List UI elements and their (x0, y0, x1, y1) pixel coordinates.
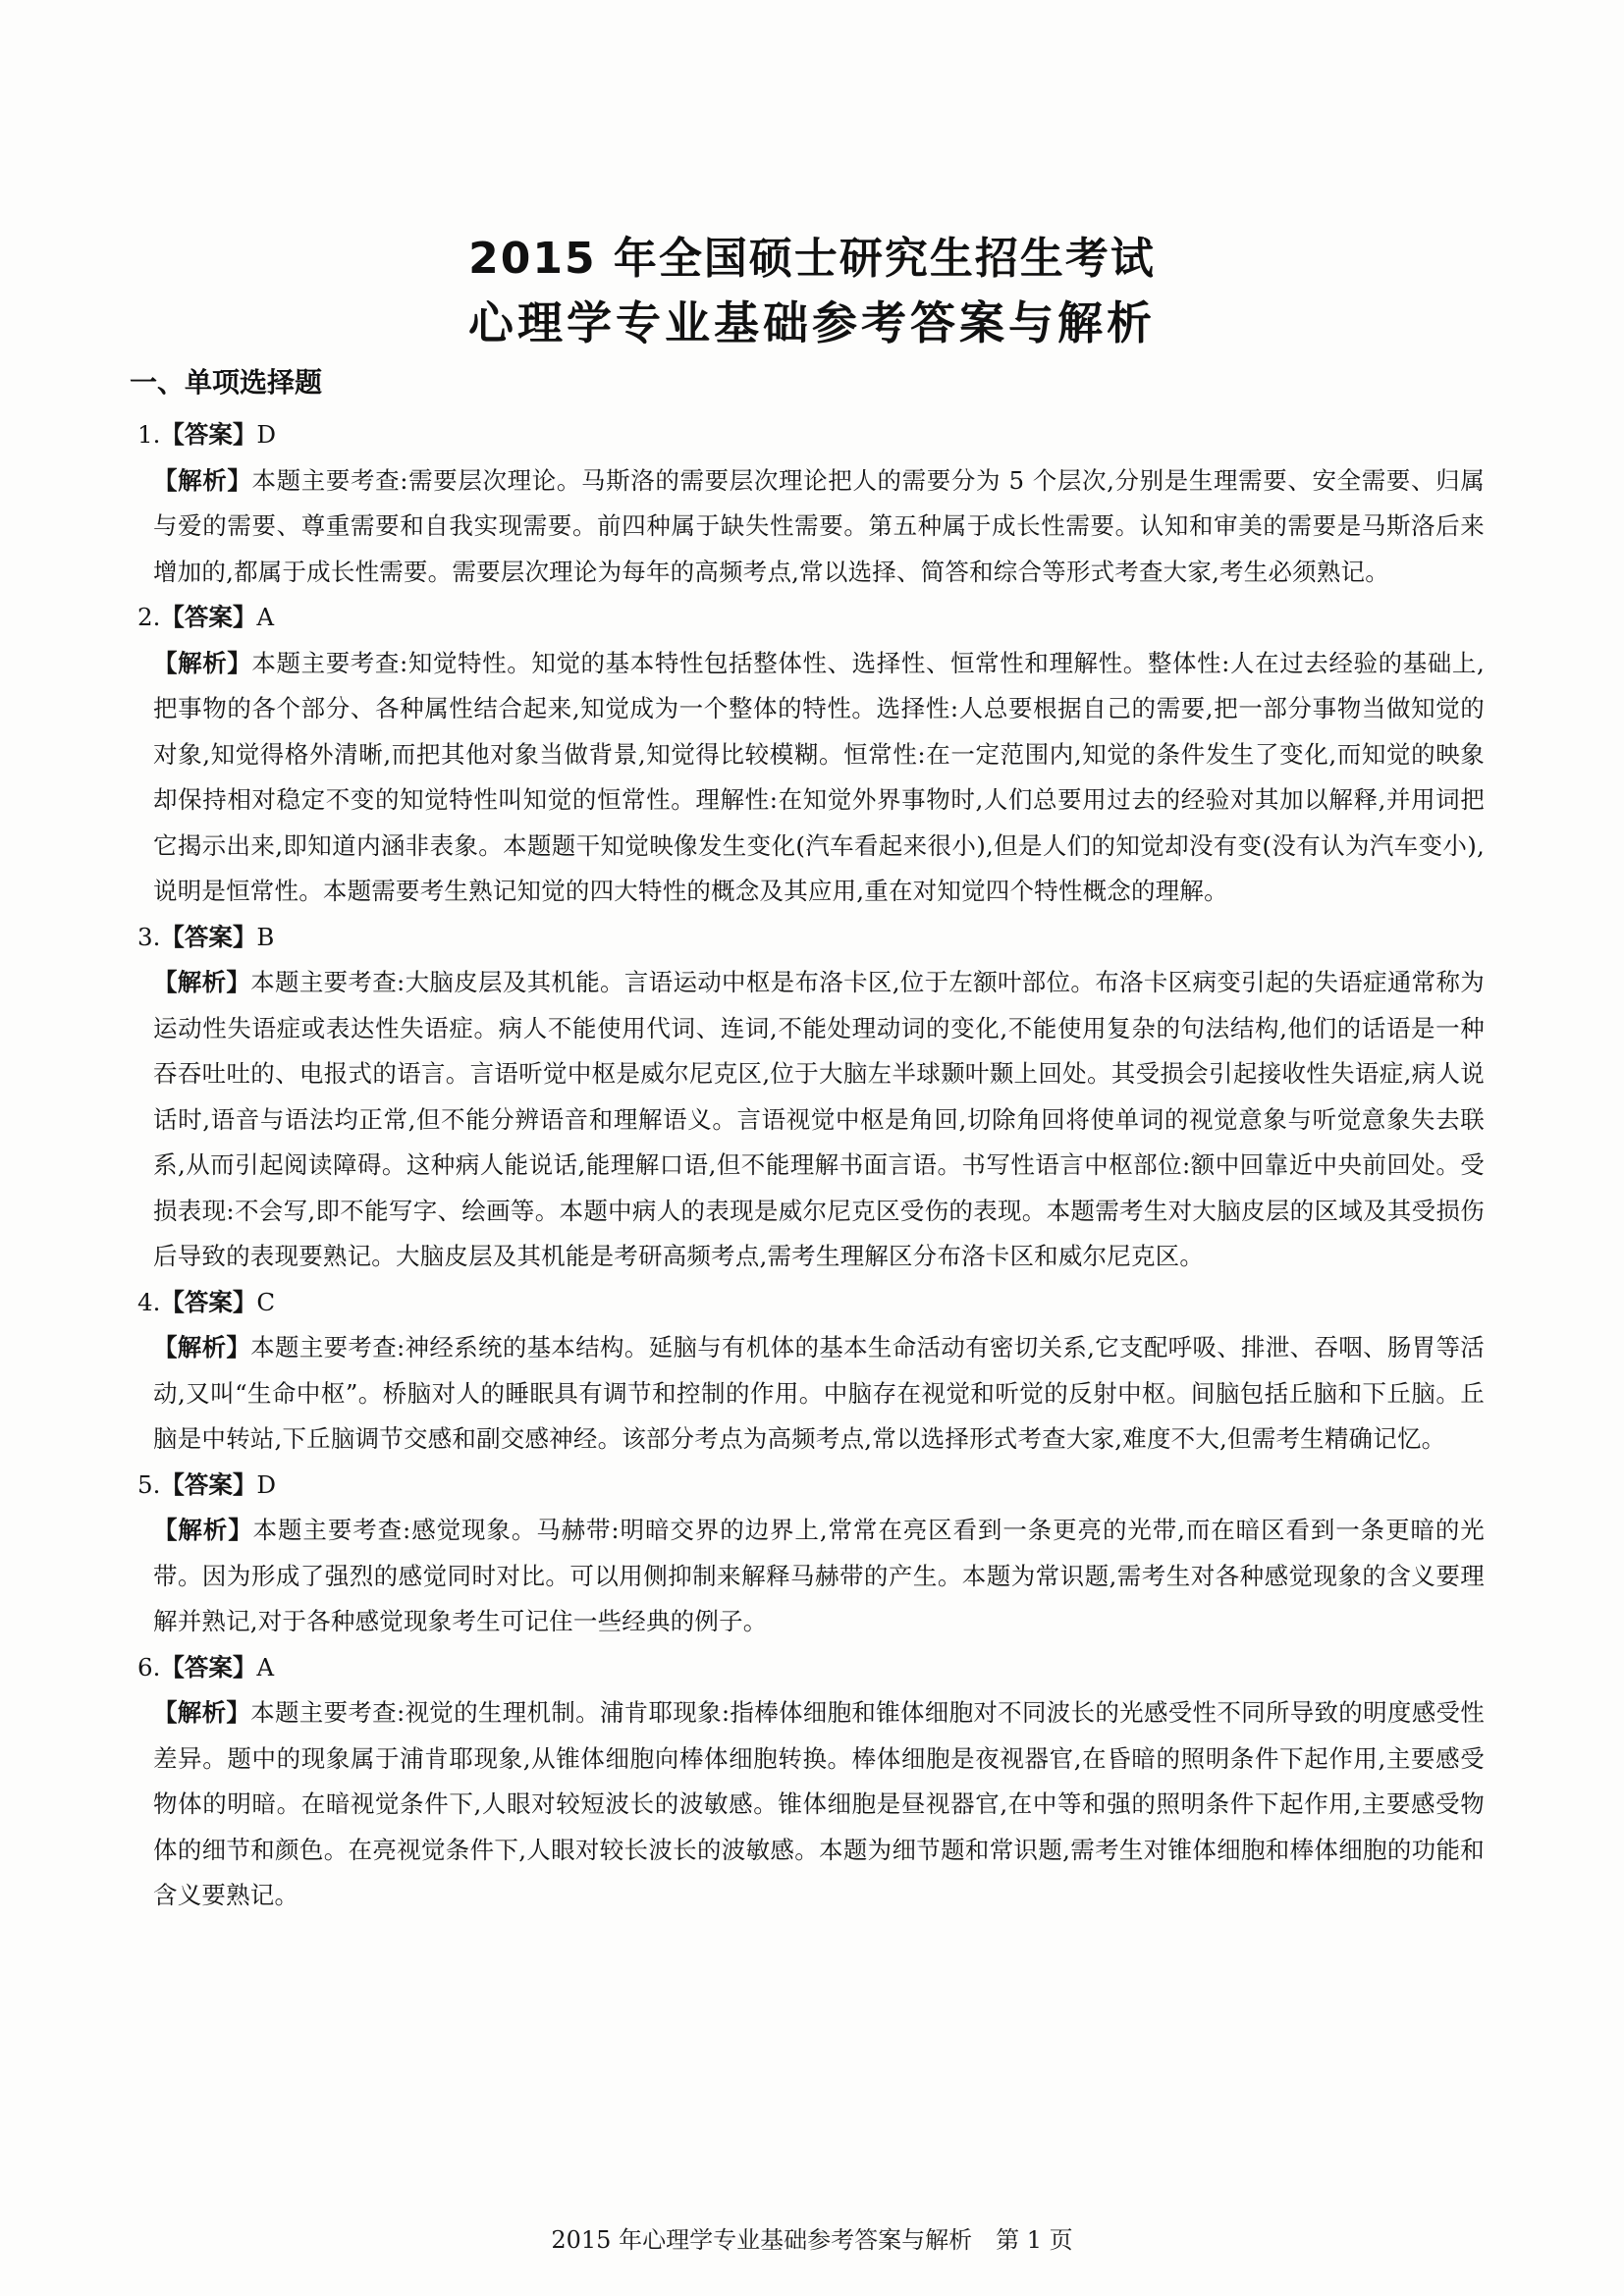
answer-line (137, 915, 1485, 961)
footer-title: 2015 年心理学专业基础参考答案与解析 (551, 2226, 973, 2254)
section-heading: 一、单项选择题 (130, 366, 323, 399)
question-6 (130, 1645, 1485, 1919)
question-number: 6. (137, 1652, 161, 1682)
answer-value: A (256, 603, 275, 631)
answer-line (137, 412, 1485, 458)
analysis-paragraph (153, 641, 1485, 915)
answer-tag: 【答案】 (160, 922, 257, 951)
questions-list (130, 412, 1485, 1919)
answer-line (137, 595, 1485, 641)
title-line-1: 2015 年全国硕士研究生招生考试 (468, 234, 1156, 284)
question-number: 3. (137, 922, 161, 951)
analysis-tag: 【解析】 (153, 1333, 251, 1362)
analysis-paragraph (153, 1325, 1485, 1463)
answer-tag: 【答案】 (160, 1652, 257, 1682)
answer-tag: 【答案】 (160, 420, 257, 449)
document-title (0, 228, 1624, 355)
answer-value: D (256, 420, 277, 449)
question-number: 1. (137, 420, 161, 449)
analysis-text: 本题主要考查:大脑皮层及其机能。言语运动中枢是布洛卡区,位于左额叶部位。布洛卡区病变引起的失语症通常称为运动性失语症或表达性失语症。病人不能使用代词、连词,不能处理动词的变化,不能使用复杂的句法结构,他们的话语是一种吞吞吐吐的、电报式的语言。言语听觉中枢是威尔尼克区,位于大脑左半球颞叶颞上回处。其受损会引起接收性失语症,病人说话时,语音与语法均正常,但不能分辨语音和理解语义。言语视觉中枢是角回,切除角回将使单词的视觉意象与听觉意象失去联系,从而引起阅读障碍。这种病人能说话,能理解口语,但不能理解书面言语。书写性语言中枢部位:额中回靠近中央前回处。受损表现:不会写,即不能写字、绘画等。本题中病人的表现是威尔尼克区受伤的表现。本题需考生对大脑皮层的区域及其受损伤后导致的表现要熟记。大脑皮层及其机能是考研高频考点,需考生理解区分布洛卡区和威尔尼克区。 (153, 968, 1485, 1270)
answer-tag: 【答案】 (160, 603, 257, 631)
analysis-text: 本题主要考查:需要层次理论。马斯洛的需要层次理论把人的需要分为 5 个层次,分别是生理需要、安全需要、归属与爱的需要、尊重需要和自我实现需要。前四种属于缺失性需要。第五种属于成长性需要。认知和审美的需要是马斯洛后来增加的,都属于成长性需要。需要层次理论为每年的高频考点,常以选择、简答和综合等形式考查大家,考生必须熟记。 (153, 465, 1485, 586)
answer-line (137, 1280, 1485, 1326)
answer-line (137, 1463, 1485, 1509)
question-3 (130, 915, 1485, 1280)
analysis-text: 本题主要考查:感觉现象。马赫带:明暗交界的边界上,常常在亮区看到一条更亮的光带,而在暗区看到一条更暗的光带。因为形成了强烈的感觉同时对比。可以用侧抑制来解释马赫带的产生。本题为常识题,需考生对各种感觉现象的含义要理解并熟记,对于各种感觉现象考生可记住一些经典的例子。 (153, 1516, 1485, 1635)
answer-value: D (256, 1469, 277, 1499)
page-number: 第 1 页 (996, 2226, 1073, 2254)
analysis-tag: 【解析】 (153, 648, 252, 677)
answer-value: A (256, 1652, 275, 1682)
answer-tag: 【答案】 (160, 1287, 257, 1316)
question-number: 2. (137, 603, 161, 631)
question-2 (130, 595, 1485, 915)
analysis-text: 本题主要考查:知觉特性。知觉的基本特性包括整体性、选择性、恒常性和理解性。整体性:人在过去经验的基础上,把事物的各个部分、各种属性结合起来,知觉成为一个整体的特性。选择性:人总要根据自己的需要,把一部分事物当做知觉的对象,知觉得格外清晰,而把其他对象当做背景,知觉得比较模糊。恒常性:在一定范围内,知觉的条件发生了变化,而知觉的映象却保持相对稳定不变的知觉特性叫知觉的恒常性。理解性:在知觉外界事物时,人们总要用过去的经验对其加以解释,并用词把它揭示出来,即知道内涵非表象。本题题干知觉映像发生变化(汽车看起来很小),但是人们的知觉却没有变(没有认为汽车变小),说明是恒常性。本题需要考生熟记知觉的四大特性的概念及其应用,重在对知觉四个特性概念的理解。 (153, 648, 1485, 905)
answer-value: B (256, 922, 275, 951)
answer-line (137, 1645, 1485, 1691)
page-footer (0, 2223, 1624, 2257)
analysis-paragraph (153, 458, 1485, 596)
analysis-paragraph (153, 960, 1485, 1280)
answer-value: C (256, 1287, 276, 1316)
question-4 (130, 1280, 1485, 1463)
question-5 (130, 1463, 1485, 1645)
answer-tag: 【答案】 (160, 1469, 257, 1499)
question-1 (130, 412, 1485, 595)
title-line-2: 心理学专业基础参考答案与解析 (468, 296, 1156, 349)
analysis-text: 本题主要考查:视觉的生理机制。浦肯耶现象:指棒体细胞和锥体细胞对不同波长的光感受性不同所导致的明度感受性差异。题中的现象属于浦肯耶现象,从锥体细胞向棒体细胞转换。棒体细胞是夜视器官,在昏暗的照明条件下起作用,主要感受物体的明暗。在暗视觉条件下,人眼对较短波长的波敏感。锥体细胞是昼视器官,在中等和强的照明条件下起作用,主要感受物体的细节和颜色。在亮视觉条件下,人眼对较长波长的波敏感。本题为细节题和常识题,需考生对锥体细胞和棒体细胞的功能和含义要熟记。 (153, 1698, 1485, 1909)
analysis-tag: 【解析】 (153, 465, 252, 495)
question-number: 5. (137, 1469, 161, 1499)
analysis-paragraph (153, 1690, 1485, 1919)
question-number: 4. (137, 1287, 161, 1316)
analysis-tag: 【解析】 (153, 1516, 253, 1544)
analysis-text: 本题主要考查:神经系统的基本结构。延脑与有机体的基本生命活动有密切关系,它支配呼吸、排泄、吞咽、肠胃等活动,又叫“生命中枢”。桥脑对人的睡眠具有调节和控制的作用。中脑存在视觉和听觉的反射中枢。间脑包括丘脑和下丘脑。丘脑是中转站,下丘脑调节交感和副交感神经。该部分考点为高频考点,常以选择形式考查大家,难度不大,但需考生精确记忆。 (153, 1333, 1485, 1453)
analysis-tag: 【解析】 (153, 968, 251, 996)
analysis-tag: 【解析】 (153, 1698, 251, 1727)
analysis-paragraph (153, 1508, 1485, 1645)
